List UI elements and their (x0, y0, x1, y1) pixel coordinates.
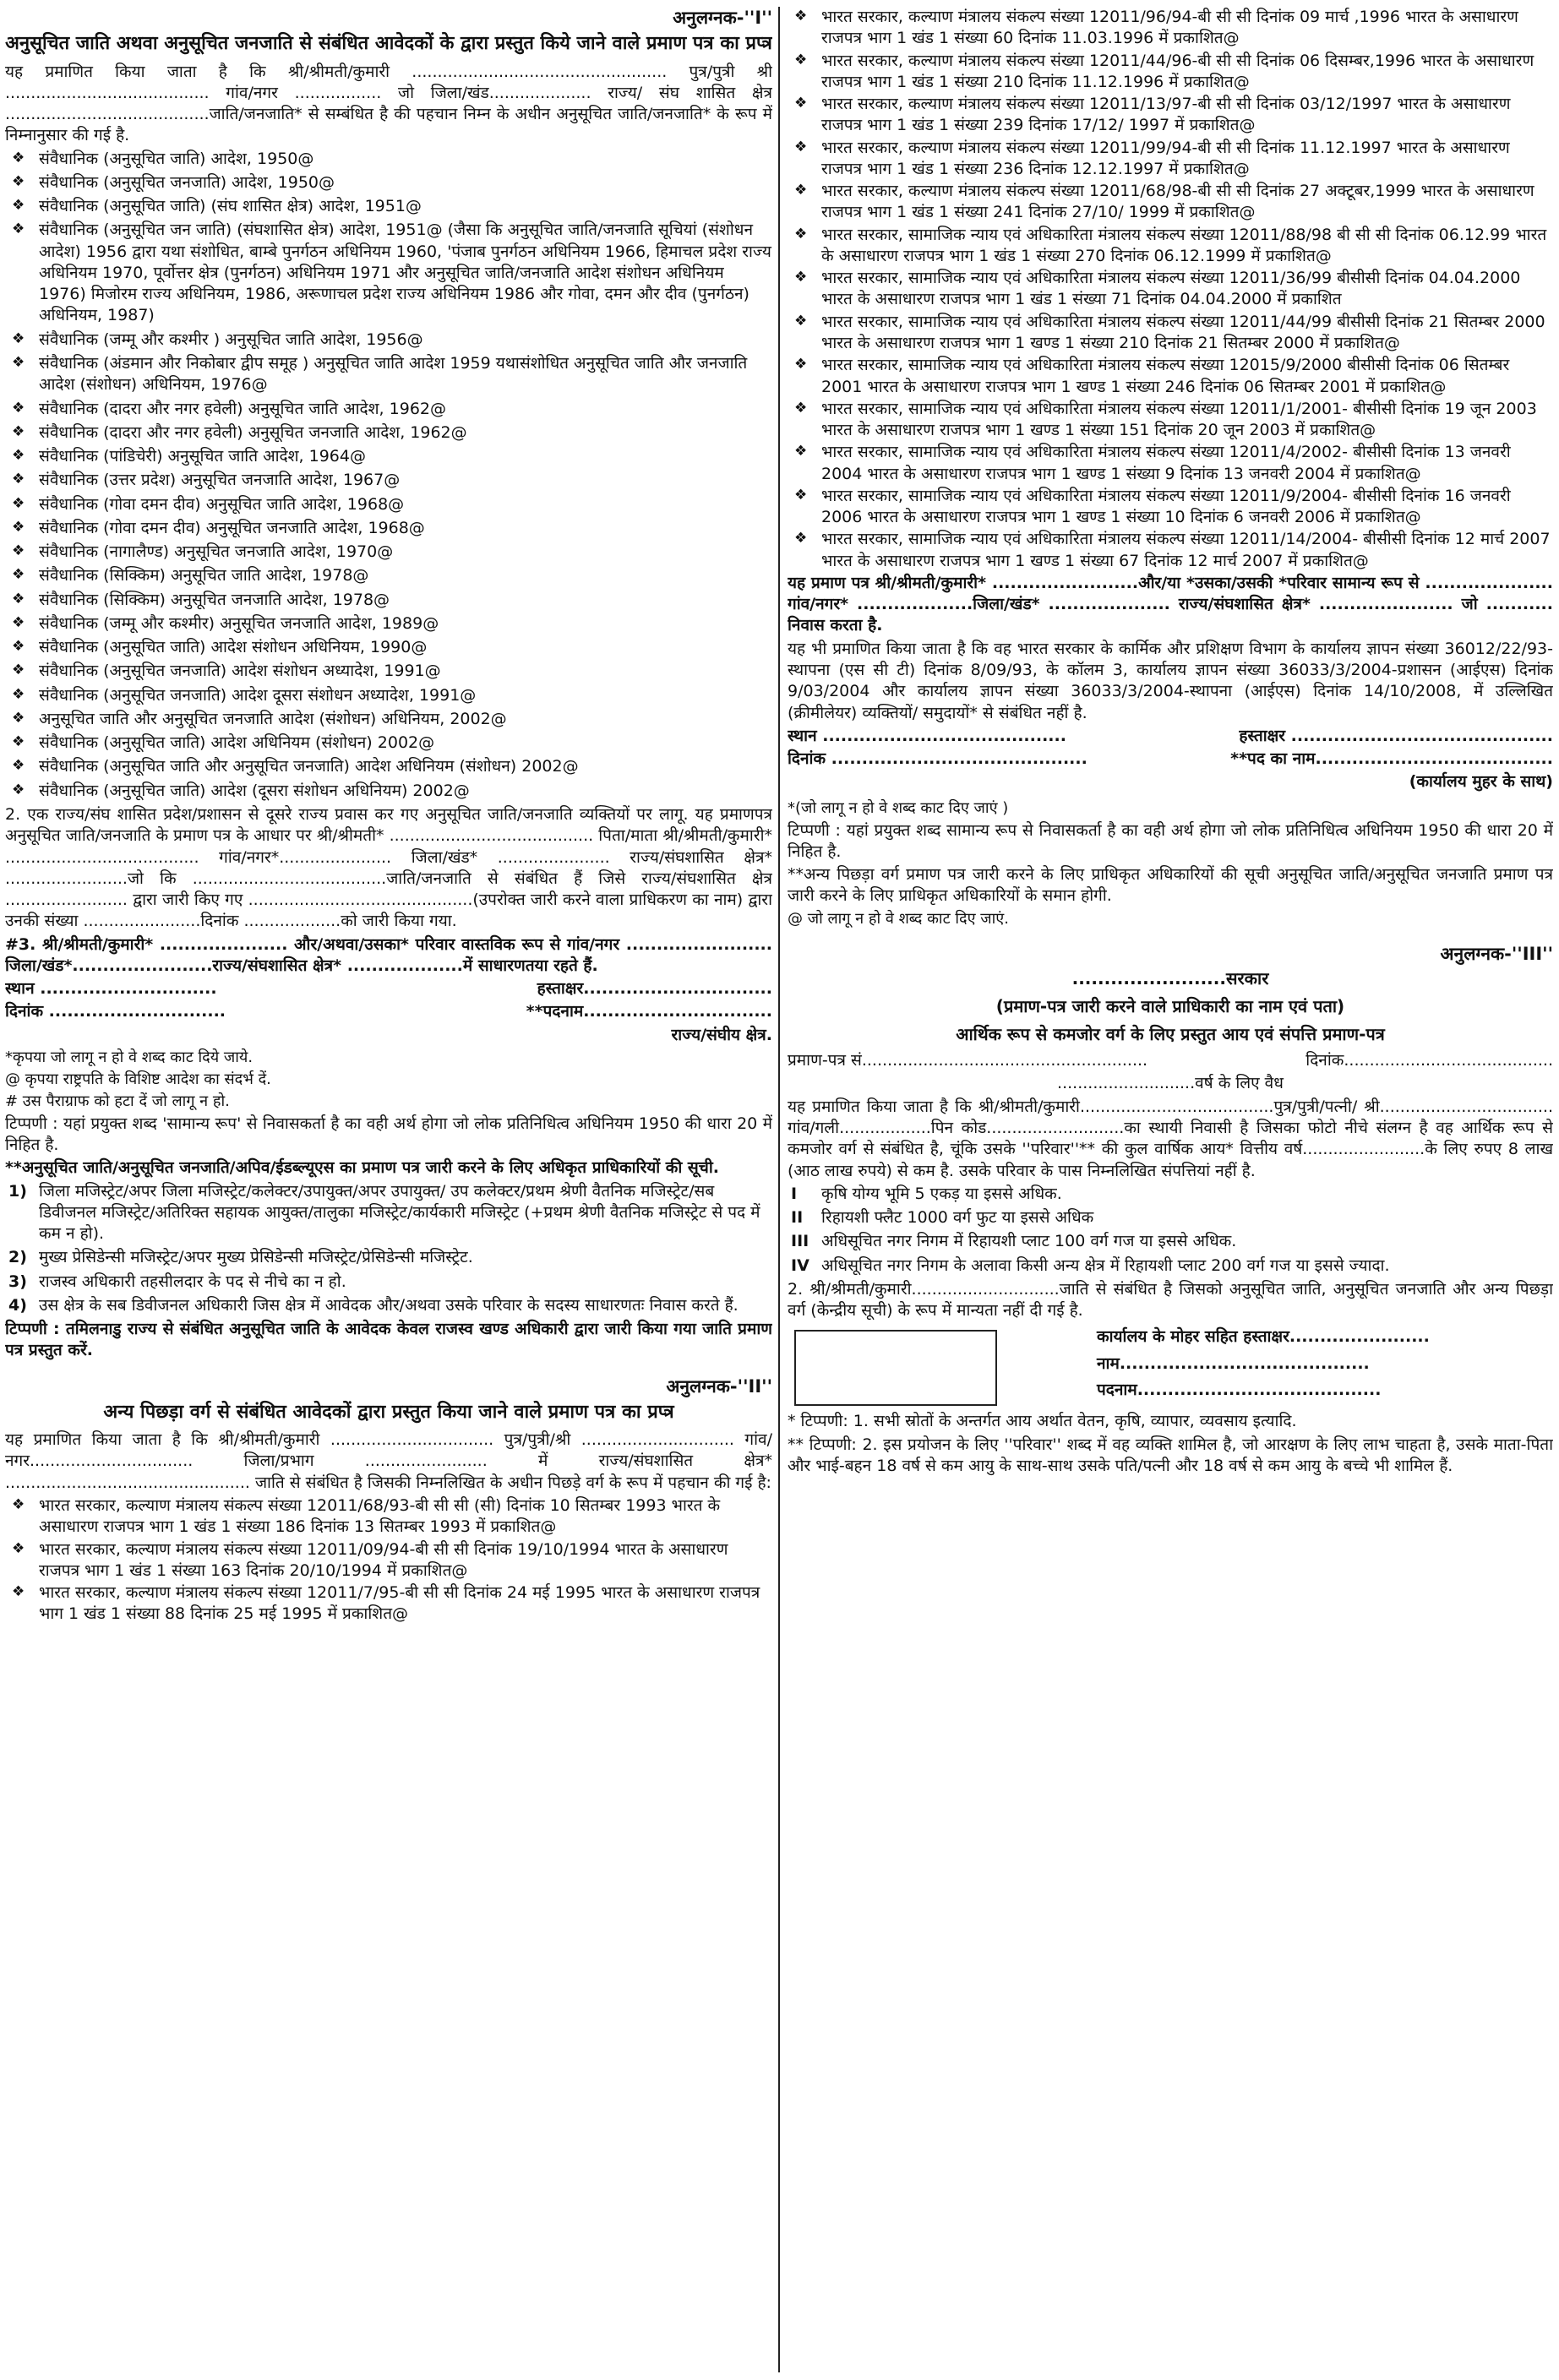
list-item: ❖ अनुसूचित जाति और अनुसूचित जनजाति आदेश (संशोधन) अधिनियम, 2002@ (12, 709, 507, 728)
annex1-label: अनुलग्नक-''I'' (673, 8, 772, 28)
list-item: 2) मुख्य प्रेसिडेन्सी मजिस्ट्रेट/अपर मुख्य प्रेसिडेन्सी मजिस्ट्रेट/प्रेसिडेन्सी मजिस्ट्रेट. (8, 1248, 473, 1267)
sc-st-orders-list (5, 149, 772, 802)
annex3-title: आर्थिक रूप से कमजोर वर्ग के लिए प्रस्तुत आय एवं संपत्ति प्रमाण-पत्र (956, 1023, 1385, 1044)
list-item: ❖ भारत सरकार, सामाजिक न्याय एवं अधिकारिता मंत्रालय संकल्प संख्या 12011/36/99 बीसीसी दिनांक 04.04.2000 भारत के असाधारण राजपत्र भाग 1 खंड 1 संख्या 71 दिनांक 04.04.2000 में प्रकाशित (794, 269, 1521, 309)
list-item: ❖ संवैधानिक (अनुसूचित जनजाति) आदेश दूसरा संशोधन अध्यादेश, 1991@ (12, 685, 477, 705)
certificate-number-field: प्रमाण-पत्र सं........................................................ (788, 1051, 1148, 1070)
office-seal-note: (कार्यालय मुहर के साथ) (1409, 772, 1553, 792)
bullet-icon: ❖ (12, 1583, 25, 1601)
annex3-note: * टिप्पणी: 1. सभी स्रोतों के अन्तर्गत आय अर्थात वेतन, कृषि, व्यापार, व्यवसाय इत्यादि. (788, 1412, 1297, 1431)
annex3-label: अनुलग्नक-''III'' (1440, 943, 1553, 964)
annex3-govt: ........................सरकार (1071, 968, 1269, 989)
bullet-icon: ❖ (12, 149, 25, 166)
list-item: ❖ भारत सरकार, कल्याण मंत्रालय संकल्प संख्या 12011/68/93-बी सी सी (सी) दिनांक 10 सितम्बर 1993 भारत के असाधारण राजपत्र भाग 1 खंड 1 संख्या 186 दिनांक 13 सितम्बर 1993 में प्रकाशित@ (12, 1495, 721, 1537)
list-item: ❖ संवैधानिक (गोवा दमन दीव) अनुसूचित जाति आदेश, 1968@ (12, 494, 405, 514)
designation-field: पदनाम........................................ (1097, 1380, 1382, 1399)
date-field: दिनांक .......................................... (788, 749, 1087, 769)
bullet-icon: ❖ (12, 709, 25, 727)
list-item: ❖ भारत सरकार, सामाजिक न्याय एवं अधिकारिता मंत्रालय संकल्प संख्या 12011/9/2004- बीसीसी दिनांक 16 जनवरी 2006 भारत के असाधारण राजपत्र भाग 1 खण्ड 1 संख्या 10 दिनांक 6 जनवरी 2006 में प्रकाशित@ (794, 486, 1511, 527)
annex1-para2: 2. एक राज्य/संघ शासित प्रदेश/प्रशासन से दूसरे राज्य प्रवास कर गए अनुसूचित जाति/जनजाति व्यक्तियों पर लागू. यह प्रमाणपत्र अनुसूचित जाति/जनजाति के प्रमाण पत्र के आधार पर श्री/श्रीमती* ........................................ पिता/माता श्री/श्रीमती/कुमारी* ...................................... गांव/नगर*...................... जिला/खंड* ...................... राज्य/संघशासित क्षेत्र* ........................जो कि ......................................जाति/जनजाति से संबंधित हैं जिसे राज्य/संघशासित क्षेत्र ........................ द्वारा जारी किए गए ............................................(उपरोक्त जारी करने वाला प्राधिकरण का नाम) द्वारा उनकी संख्या .......................दिनांक ...................को जारी किया गया. (5, 805, 772, 931)
bullet-icon: ❖ (794, 95, 808, 112)
list-item: 1) जिला मजिस्ट्रेट/अपर जिला मजिस्ट्रेट/कलेक्टर/उपायुक्त/अपर उपायुक्त/ उप कलेक्टर/प्रथम श्रेणी वैतनिक मजिस्ट्रेट/सब डिवीजनल मजिस्ट्रेट/अतिरिक्त सहायक आयुक्त/तालुका मजिस्ट्रेट/कार्यकारी मजिस्ट्रेट (+प्रथम श्रेणी वैतनिक मजिस्ट्रेट से पद में कम न हो). (8, 1181, 760, 1244)
list-item: ❖ संवैधानिक (जम्मू और कश्मीर ) अनुसूचित जाति आदेश, 1956@ (12, 329, 423, 349)
certificate-number-row (788, 1050, 1553, 1071)
bullet-icon: ❖ (794, 138, 808, 155)
annex1-note: टिप्पणी : यहां प्रयुक्त शब्द 'सामान्य रूप' से निवासकर्ता है का वही अर्थ होगा जो लोक प्रतिनिधित्व अधिनियम 1950 की धारा 20 में निहित है. (5, 1114, 772, 1155)
annex1-title: अनुसूचित जाति अथवा अनुसूचित जनजाति से संबंधित आवेदकों के द्वारा प्रस्तुत किये जाने वाले प्रमाण पत्र का प्रप्त्र (5, 32, 772, 54)
list-item: ❖ संवैधानिक (दादरा और नगर हवेली) अनुसूचित जाति आदेश, 1962@ (12, 399, 446, 418)
annex2-sig-row-1 (788, 726, 1553, 747)
list-item: 4) उस क्षेत्र के सब डिवीजनल अधिकारी जिस क्षेत्र में आवेदक और/अथवा उसके परिवार के सदस्य साधारणतः निवास करते हैं. (8, 1295, 739, 1315)
annex1-note: # उस पैराग्राफ को हटा दें जो लागू न हो. (5, 1092, 230, 1110)
bullet-icon: ❖ (12, 197, 25, 215)
list-item: ❖ संवैधानिक (उत्तर प्रदेश) अनुसूचित जनजाति आदेश, 1967@ (12, 471, 401, 490)
annex2-intro: यह प्रमाणित किया जाता है कि श्री/श्रीमती/कुमारी ................................ पुत्र/पुत्री/श्री .............................. गांव/नगर................................ जिला/प्रभाग ........................ में राज्य/संघशासित क्षेत्र* ................................................ जाति से संबंधित है जिसकी निम्नलिखित के अधीन पिछड़े वर्ग के रूप में पहचान की गई है: (5, 1430, 772, 1492)
list-item: ❖ भारत सरकार, सामाजिक न्याय एवं अधिकारिता मंत्रालय संकल्प संख्या 12011/44/99 बीसीसी दिनांक 21 सितम्बर 2000 भारत के असाधारण राजपत्र भाग 1 खण्ड 1 संख्या 210 दिनांक 21 सितम्बर 2000 में प्रकाशित@ (794, 312, 1545, 352)
list-item: ❖ संवैधानिक (गोवा दमन दीव) अनुसूचित जनजाति आदेश, 1968@ (12, 518, 425, 537)
bullet-icon: ❖ (12, 590, 25, 607)
validity-field: ...........................वर्ष के लिए वैध (1057, 1074, 1284, 1093)
list-item: ❖ भारत सरकार, कल्याण मंत्रालय संकल्प संख्या 12011/44/96-बी सी सी दिनांक 06 दिसम्बर,1996 भारत के असाधारण राजपत्र भाग 1 खंड 1 संख्या 210 दिनांक 11.12.1996 में प्रकाशित@ (794, 51, 1534, 91)
assets-list (788, 1184, 1553, 1277)
list-item: ❖ भारत सरकार, सामाजिक न्याय एवं अधिकारिता मंत्रालय संकल्प संख्या 12015/9/2000 बीसीसी दिनांक 06 सितम्बर 2001 भारत के असाधारण राजपत्र भाग 1 खण्ड 1 संख्या 246 दिनांक 06 सितम्बर 2001 में प्रकाशित@ (794, 356, 1510, 396)
list-item: ❖ भारत सरकार, कल्याण मंत्रालय संकल्प संख्या 12011/96/94-बी सी सी दिनांक 09 मार्च ,1996 भारत के असाधारण राजपत्र भाग 1 खंड 1 संख्या 60 दिनांक 11.03.1996 में प्रकाशित@ (794, 8, 1518, 48)
annex2-creamy-layer: यह भी प्रमाणित किया जाता है कि वह भारत सरकार के कार्मिक और प्रशिक्षण विभाग के कार्यालय ज्ञापन संख्या 36012/22/93-स्थापना (एस सी टी) दिनांक 8/09/93, के कॉलम 3, कार्यालय ज्ञापन संख्या 36033/3/2004-प्रशासन (आईएस) दिनांक 9/03/2004 और कार्यालय ज्ञापन संख्या 36033/3/2004-स्थापना (आईएस) दिनांक 14/10/2008, में उल्लिखित (क्रीमीलेयर) व्यक्तियों/ समुदायों* से संबंधित नहीं है. (788, 639, 1553, 722)
bullet-icon: ❖ (12, 329, 25, 347)
annex1-note: @ कृपया राष्ट्रपति के विशिष्ट आदेश का संदर्भ दें. (5, 1070, 271, 1088)
list-item: ❖ भारत सरकार, कल्याण मंत्रालय संकल्प संख्या 12011/13/97-बी सी सी दिनांक 03/12/1997 भारत के असाधारण राजपत्र भाग 1 खंड 1 संख्या 239 दिनांक 17/12/ 1997 में प्रकाशित@ (794, 95, 1511, 135)
annex2-residence: यह प्रमाण पत्र श्री/श्रीमती/कुमारी* ........................और/या *उसका/उसकी *परिवार सामान्य रूप से ..................... गांव/नगर* ...................जिला/खंड* .................... राज्य/संघशासित क्षेत्र* ...................... जो ........... निवास करता है. (788, 573, 1553, 635)
list-item: ❖ संवैधानिक (नागालैण्ड) अनुसूचित जनजाति आदेश, 1970@ (12, 542, 394, 562)
list-item: ❖ संवैधानिक (अनुसूचित जाति और अनुसूचित जनजाति) आदेश अधिनियम (संशोधन) 2002@ (12, 757, 579, 776)
bullet-icon: ❖ (794, 51, 808, 68)
place-field: स्थान ........................................ (788, 726, 1066, 745)
annex2-note: **अन्य पिछड़ा वर्ग प्रमाण पत्र जारी करने के लिए प्राधिकृत अधिकारियों की सूची अनुसूचित जाति/अनुसूचित जनजाति प्रमाण पत्र जारी करने के लिए प्राधिकृत अधिकारियों के समान होगी. (788, 865, 1553, 906)
list-item: I कृषि योग्य भूमि 5 एकड़ या इससे अधिक. (791, 1184, 1062, 1203)
annex2-note: *(जो लागू न हो वे शब्द काट दिए जाएं ) (788, 798, 1009, 817)
place-field: स्थान ............................. (5, 979, 217, 999)
tamilnadu-note: टिप्पणी : तमिलनाडु राज्य से संबंधित अनुसूचित जाति के आवेदक केवल राजस्व खण्ड अधिकारी द्वारा जारी किया गया जाति प्रमाण पत्र प्रस्तुत करें. (5, 1320, 772, 1360)
annex3-para2: 2. श्री/श्रीमती/कुमारी.............................जाति से संबंधित है जिसको अनुसूचित जाति, अनुसूचित जनजाति और अन्य पिछड़ा वर्ग (केन्द्रीय सूची) के रूप में मान्यता नहीं दी गई है. (788, 1279, 1553, 1321)
bullet-icon: ❖ (12, 172, 25, 190)
list-item: ❖ संवैधानिक (अनुसूचित जाति) आदेश अधिनियम (संशोधन) 2002@ (12, 733, 435, 753)
annex2-note: @ जो लागू न हो वे शब्द काट दिए जाएं. (788, 909, 1009, 928)
signature-field: हस्ताक्षर ........................................... (1239, 726, 1553, 745)
bullet-icon: ❖ (794, 312, 808, 329)
bullet-icon: ❖ (12, 353, 25, 371)
list-item: ❖ भारत सरकार, कल्याण मंत्रालय संकल्प संख्या 12011/09/94-बी सी सी दिनांक 19/10/1994 भारत के असाधारण राजपत्र भाग 1 खंड 1 संख्या 163 दिनांक 20/10/1994 में प्रकाशित@ (12, 1539, 728, 1580)
bullet-icon: ❖ (12, 685, 25, 703)
certificate-date-field: दिनांक......................................... (1306, 1051, 1553, 1070)
bullet-icon: ❖ (794, 356, 808, 373)
list-item: 3) राजस्व अधिकारी तहसीलदार के पद से नीचे का न हो. (8, 1272, 346, 1291)
bullet-icon: ❖ (794, 8, 808, 25)
list-item: ❖ संवैधानिक (अनुसूचित जनजाति) आदेश संशोधन अध्यादेश, 1991@ (12, 662, 441, 681)
list-item: ❖ संवैधानिक (अंडमान और निकोबार द्वीप समूह ) अनुसूचित जाति आदेश 1959 यथासंशोधित अनुसूचित जाति और जनजाति आदेश (संशोधन) अधिनियम, 1976@ (12, 353, 748, 395)
name-field: नाम......................................... (1097, 1353, 1370, 1373)
annex1-para3: #3. श्री/श्रीमती/कुमारी* ..................... और/अथवा/उसका* परिवार वास्तविक रूप से गांव/नगर ........................ जिला/खंड*.......................राज्य/संघशासित क्षेत्र* ...................में साधारणतया रहते हैं. (5, 934, 772, 975)
bullet-icon: ❖ (12, 447, 25, 465)
annex3-signature-block (788, 1326, 1553, 1406)
signature-field: कार्यालय के मोहर सहित हस्ताक्षर....................... (1097, 1327, 1430, 1347)
bullet-icon: ❖ (12, 221, 25, 238)
bullet-icon: ❖ (12, 662, 25, 679)
annex1-note: **अनुसूचित जाति/अनुसूचित जनजाति/अपिव/ईडब्ल्यूएस का प्रमाण पत्र जारी करने के लिए अधिकृत प्राधिकारियों की सूची. (5, 1158, 719, 1178)
annex2-sig-row-2 (788, 749, 1553, 770)
obc-resolutions-list-left (5, 1495, 772, 1626)
bullet-icon: ❖ (12, 613, 25, 631)
designation-field: **पदनाम............................... (526, 1002, 772, 1021)
list-item: II रिहायशी फ्लैट 1000 वर्ग फुट या इससे अधिक (791, 1208, 1094, 1228)
bullet-icon: ❖ (12, 566, 25, 584)
list-item: ❖ संवैधानिक (सिक्किम) अनुसूचित जनजाति आदेश, 1978@ (12, 590, 390, 609)
left-column (5, 7, 772, 2372)
list-item: IV अधिसूचित नगर निगम के अलावा किसी अन्य क्षेत्र में रिहायशी प्लाट 200 वर्ग गज या इससे ज्यादा. (791, 1255, 1390, 1275)
list-item: ❖ संवैधानिक (अनुसूचित जन जाति) (संघशासित क्षेत्र) आदेश, 1951@ (जैसा कि अनुसूचित जाति/जनजाति सूचियां (संशोधन आदेश) 1956 द्वारा यथा संशोधित, बाम्बे पुनर्गठन अधिनियम 1960, 'पंजाब पुनर्गठन अधिनियम 1966, हिमाचल प्रदेश राज्य अधिनियम 1970, पूर्वोत्तर क्षेत्र (पुनर्गठन) अधिनियम 1971 और अनुसूचित जाति/जनजाति आदेश संशोधन अधिनियम 1976) मिजोरम राज्य अधिनियम, 1986, अरूणाचल प्रदेश राज्य अधिनियम 1986 और गोवा, दमन और दीव (पुनर्गठन) अधिनियम, 1987) (12, 221, 771, 325)
authorities-list (5, 1181, 772, 1317)
signature-field: हस्ताक्षर............................... (537, 979, 772, 999)
right-column (788, 7, 1553, 2372)
bullet-icon: ❖ (794, 182, 808, 199)
list-item: ❖ भारत सरकार, सामाजिक न्याय एवं अधिकारिता मंत्रालय संकल्प संख्या 12011/4/2002- बीसीसी दिनांक 13 जनवरी 2004 भारत के असाधारण राजपत्र भाग 1 खण्ड 1 संख्या 9 दिनांक 13 जनवरी 2004 में प्रकाशित@ (794, 443, 1511, 483)
list-item: ❖ संवैधानिक (सिक्किम) अनुसूचित जाति आदेश, 1978@ (12, 566, 369, 585)
bullet-icon: ❖ (12, 1495, 25, 1513)
annex1-sig-row-2 (5, 1001, 772, 1022)
column-divider (778, 7, 780, 2372)
bullet-icon: ❖ (12, 781, 25, 798)
date-field: दिनांक ............................. (5, 1002, 226, 1021)
annex2-note: टिप्पणी : यहां प्रयुक्त शब्द सामान्य रूप से निवासकर्ता है का वही अर्थ होगा जो लोक प्रतिनिधित्व अधिनियम 1950 की धारा 20 में निहित है. (788, 820, 1553, 861)
annex3-authority: (प्रमाण-पत्र जारी करने वाले प्राधिकारी का नाम एवं पता) (995, 996, 1345, 1017)
list-item: ❖ भारत सरकार, कल्याण मंत्रालय संकल्प संख्या 12011/99/94-बी सी सी दिनांक 11.12.1997 भारत के असाधारण राजपत्र भाग 1 खंड 1 संख्या 236 दिनांक 12.12.1997 में प्रकाशित@ (794, 138, 1510, 178)
list-item: ❖ भारत सरकार, कल्याण मंत्रालय संकल्प संख्या 12011/68/98-बी सी सी दिनांक 27 अक्टूबर,1999 भारत के असाधारण राजपत्र भाग 1 खंड 1 संख्या 241 दिनांक 27/10/ 1999 में प्रकाशित@ (794, 182, 1534, 222)
bullet-icon: ❖ (12, 638, 25, 656)
list-item: ❖ संवैधानिक (अनुसूचित जाति) आदेश (दूसरा संशोधन अधिनियम) 2002@ (12, 781, 470, 800)
bullet-icon: ❖ (12, 518, 25, 536)
list-item: ❖ संवैधानिक (अनुसूचित जाति) आदेश संशोधन अधिनियम, 1990@ (12, 638, 428, 657)
designation-field: **पद का नाम....................................... (1230, 749, 1553, 769)
annex1-note: *कृपया जो लागू न हो वे शब्द काट दिये जाये. (5, 1048, 253, 1066)
annex1-intro: यह प्रमाणित किया जाता है कि श्री/श्रीमती/कुमारी .................................................. पुत्र/पुत्री श्री ........................................ गांव/नगर ................. जो जिला/खंड.................... राज्य/ संघ शासित क्षेत्र ........................................जाति/जनजाति* से सम्बंधित है की पहचान निम्न के अधीन अनुसूचित जाति/जनजाति* के रूप में निम्नानुसार की गई है. (5, 62, 772, 145)
list-item: ❖ भारत सरकार, कल्याण मंत्रालय संकल्प संख्या 12011/7/95-बी सी सी दिनांक 24 मई 1995 भारत के असाधारण राजपत्र भाग 1 खंड 1 संख्या 88 दिनांक 25 मई 1995 में प्रकाशित@ (12, 1583, 760, 1624)
list-item: ❖ भारत सरकार, सामाजिक न्याय एवं अधिकारिता मंत्रालय संकल्प संख्या 12011/88/98 बी सी सी दिनांक 06.12.99 भारत के असाधारण राजपत्र भाग 1 खंड 1 संख्या 270 दिनांक 06.12.1999 में प्रकाशित@ (794, 225, 1547, 265)
annex2-title: अन्य पिछड़ा वर्ग से संबंधित आवेदकों द्वारा प्रस्तुत किया जाने वाले प्रमाण पत्र का प्रप्त्र (103, 1401, 674, 1423)
list-item: ❖ संवैधानिक (दादरा और नगर हवेली) अनुसूचित जनजाति आदेश, 1962@ (12, 422, 467, 442)
bullet-icon: ❖ (794, 225, 808, 242)
annex3-body: यह प्रमाणित किया जाता है कि श्री/श्रीमती/कुमारी......................................पुत्र/पुत्री/पत्नी/ श्री.................................. गांव/गली..................पिन कोड...........................का स्थायी निवासी है जिसका फोटो नीचे संलग्न है वह आर्थिक रूप से कमजोर वर्ग से संबंधित है, चूंकि उसके ''परिवार''** की कुल वार्षिक आय* वित्तीय वर्ष........................के लिए रुपए 8 लाख (आठ लाख रुपये) से कम है. उसके परिवार के पास निम्नलिखित संपत्तियां नहीं है. (788, 1097, 1553, 1180)
bullet-icon: ❖ (12, 542, 25, 560)
photo-placeholder (794, 1330, 997, 1406)
list-item: III अधिसूचित नगर निगम में रिहायशी प्लाट 100 वर्ग गज या इससे अधिक. (791, 1232, 1237, 1251)
bullet-icon: ❖ (794, 443, 808, 460)
list-item: ❖ संवैधानिक (अनुसूचित जाति) आदेश, 1950@ (12, 149, 314, 168)
list-item: ❖ संवैधानिक (पांडिचेरी) अनुसूचित जाति आदेश, 1964@ (12, 447, 366, 466)
bullet-icon: ❖ (794, 486, 808, 504)
annex3-note: ** टिप्पणी: 2. इस प्रयोजन के लिए ''परिवार'' शब्द में वह व्यक्ति शामिल है, जो आरक्षण के लिए लाभ चाहता है, उसके माता-पिता और भाई-बहन 18 वर्ष से कम आयु के साथ-साथ उसके पति/पत्नी और 18 वर्ष से कम आयु के बच्चे भी शामिल हैं. (788, 1435, 1553, 1475)
bullet-icon: ❖ (12, 399, 25, 417)
bullet-icon: ❖ (12, 1539, 25, 1557)
signature-fields (1097, 1326, 1553, 1406)
bullet-icon: ❖ (12, 494, 25, 512)
bullet-icon: ❖ (794, 269, 808, 286)
bullet-icon: ❖ (12, 422, 25, 440)
annex2-label: अनुलग्नक-''II'' (666, 1375, 772, 1397)
bullet-icon: ❖ (12, 471, 25, 488)
state-field: राज्य/संघीय क्षेत्र. (671, 1025, 772, 1044)
list-item: ❖ भारत सरकार, सामाजिक न्याय एवं अधिकारिता मंत्रालय संकल्प संख्या 12011/1/2001- बीसीसी दिनांक 19 जून 2003 भारत के असाधारण राजपत्र भाग 1 खण्ड 1 संख्या 151 दिनांक 20 जून 2003 में प्रकाशित@ (794, 399, 1537, 440)
bullet-icon: ❖ (12, 757, 25, 775)
list-item: ❖ संवैधानिक (जम्मू और कश्मीर) अनुसूचित जनजाति आदेश, 1989@ (12, 613, 439, 633)
bullet-icon: ❖ (794, 399, 808, 417)
bullet-icon: ❖ (12, 733, 25, 751)
list-item: ❖ भारत सरकार, सामाजिक न्याय एवं अधिकारिता मंत्रालय संकल्प संख्या 12011/14/2004- बीसीसी दिनांक 12 मार्च 2007 भारत के असाधारण राजपत्र भाग 1 खण्ड 1 संख्या 67 दिनांक 12 मार्च 2007 में प्रकाशित@ (794, 530, 1551, 570)
bullet-icon: ❖ (794, 530, 808, 547)
list-item: ❖ संवैधानिक (अनुसूचित जाति) (संघ शासित क्षेत्र) आदेश, 1951@ (12, 197, 422, 216)
obc-resolutions-list-right (788, 7, 1553, 572)
annex1-sig-row-1 (5, 978, 772, 999)
list-item: ❖ संवैधानिक (अनुसूचित जनजाति) आदेश, 1950@ (12, 172, 335, 192)
